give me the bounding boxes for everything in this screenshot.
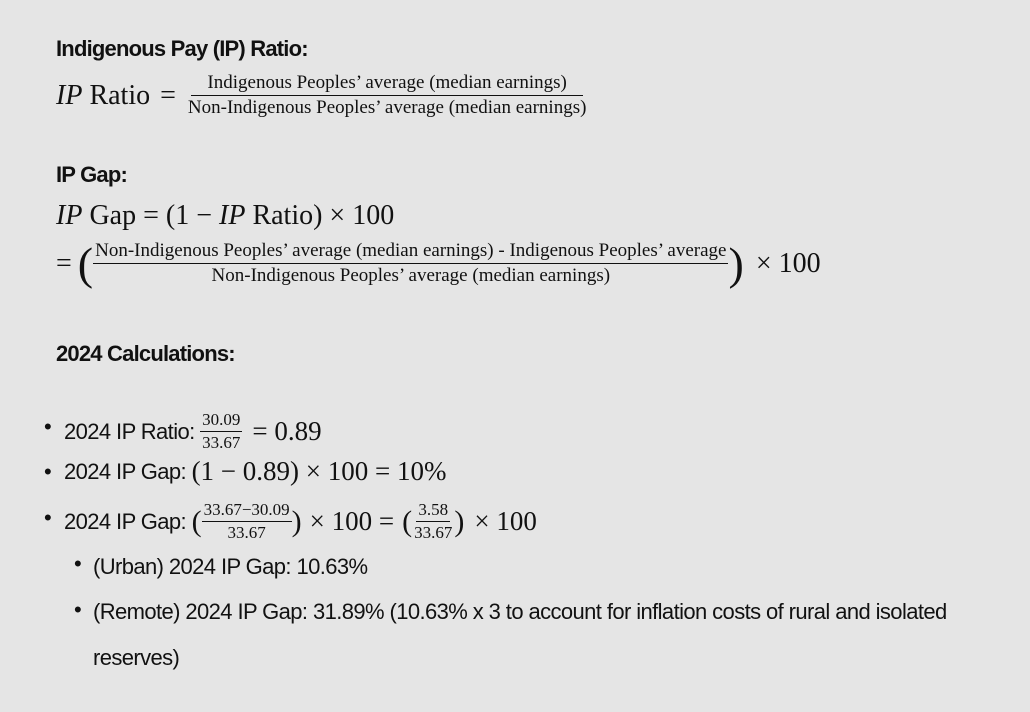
right-paren: ) bbox=[454, 504, 465, 538]
sub-bullet-dot: • bbox=[74, 597, 82, 622]
fraction-numerator: 3.58 bbox=[416, 500, 450, 522]
sub-bullet-dot: • bbox=[74, 551, 82, 576]
fraction-denominator: 33.67 bbox=[202, 433, 241, 452]
calculations-heading: 2024 Calculations: bbox=[56, 341, 235, 366]
fraction-numerator: Indigenous Peoples’ average (median earnings) bbox=[191, 72, 582, 96]
fraction-denominator: 33.67 bbox=[227, 523, 266, 542]
equals-sign: = bbox=[56, 247, 72, 279]
ip-symbol: IP bbox=[56, 200, 83, 231]
urban-gap-text: (Urban) 2024 IP Gap: 10.63% bbox=[93, 554, 368, 579]
ip-gap-formula-line1 bbox=[56, 200, 394, 232]
ip-gap-heading: IP Gap: bbox=[56, 162, 128, 187]
fraction-numerator: 30.09 bbox=[200, 410, 242, 432]
times-100: × 100 bbox=[755, 247, 821, 279]
bullet-dot: • bbox=[44, 505, 52, 530]
right-paren: ) bbox=[728, 237, 744, 289]
left-paren: ( bbox=[191, 504, 202, 538]
gap-text: Gap = (1 − bbox=[82, 200, 219, 231]
times-equals: × 100 = bbox=[309, 506, 395, 536]
fraction-numerator: Non-Indigenous Peoples’ average (median earnings) - Indigenous Peoples’ average bbox=[93, 240, 728, 264]
bullet-dot: • bbox=[44, 414, 52, 439]
fraction-denominator: 33.67 bbox=[414, 523, 453, 542]
ratio-result: = 0.89 bbox=[252, 416, 322, 446]
left-paren: ( bbox=[77, 237, 94, 289]
times-100: × 100 bbox=[474, 506, 537, 536]
ratio-fraction bbox=[200, 410, 242, 453]
ratio-text: Ratio) × 100 bbox=[245, 200, 395, 231]
fraction-numerator: 33.67−30.09 bbox=[202, 500, 292, 522]
left-paren: ( bbox=[402, 504, 413, 538]
ip-ratio-heading: Indigenous Pay (IP) Ratio: bbox=[56, 36, 308, 61]
ip-symbol: IP bbox=[56, 79, 83, 111]
equals-sign: = bbox=[160, 79, 176, 111]
bullet-ip-gap-simple bbox=[64, 456, 446, 487]
ratio-word: Ratio bbox=[82, 79, 151, 111]
remote-gap-text: (Remote) 2024 IP Gap: 31.89% (10.63% x 3 to account for inflation costs of rural and isolated bbox=[93, 599, 947, 624]
bullet-label: 2024 IP Gap: bbox=[64, 458, 192, 484]
bullet-ip-ratio bbox=[64, 410, 322, 453]
bullet-label: 2024 IP Gap: bbox=[64, 508, 192, 534]
ip-ratio-fraction bbox=[186, 72, 589, 119]
bullet-dot: • bbox=[44, 459, 52, 484]
ip-gap-formula-line2 bbox=[56, 237, 821, 289]
ip-ratio-formula bbox=[56, 72, 588, 119]
right-paren: ) bbox=[291, 504, 302, 538]
bullet-label: 2024 IP Ratio: bbox=[64, 418, 201, 444]
bullet-ip-gap-detailed bbox=[64, 500, 537, 543]
simplified-fraction bbox=[412, 500, 454, 543]
fraction-denominator: Non-Indigenous Peoples’ average (median earnings) bbox=[187, 97, 587, 118]
fraction-denominator: Non-Indigenous Peoples’ average (median earnings) bbox=[211, 265, 611, 286]
ip-gap-fraction bbox=[93, 240, 728, 287]
ip-symbol: IP bbox=[219, 200, 246, 231]
gap-fraction bbox=[202, 500, 292, 543]
gap-expression: (1 − 0.89) × 100 = 10% bbox=[191, 456, 447, 486]
remote-gap-text-continued: reserves) bbox=[93, 645, 180, 670]
